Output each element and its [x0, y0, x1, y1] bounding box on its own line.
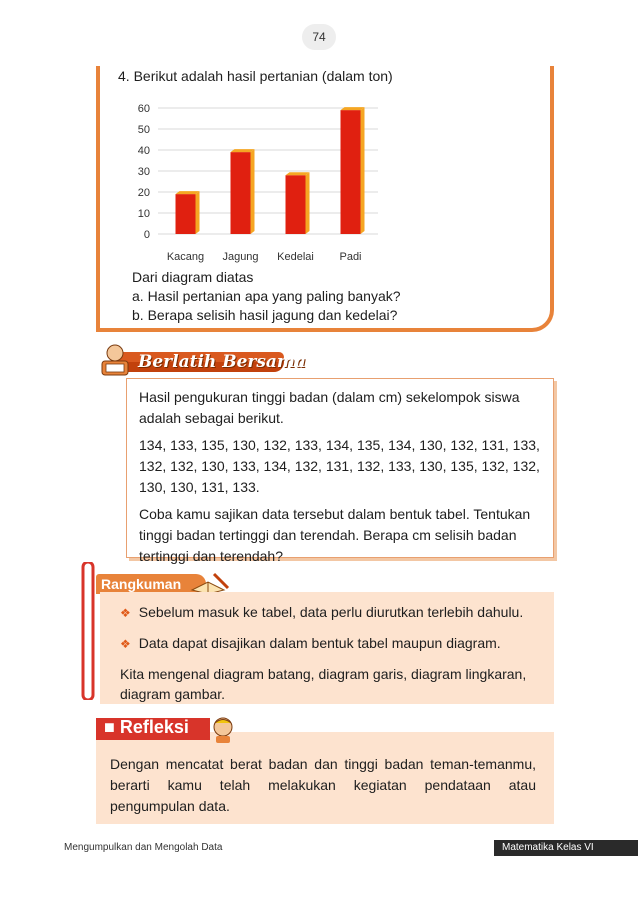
bar-side: [306, 172, 310, 234]
reflection-box: [96, 732, 554, 824]
question-item-b: b. Berapa selisih hasil jagung dan kedelai?: [132, 307, 398, 323]
x-tick-label: Padi: [339, 251, 362, 263]
y-tick-label: 10: [137, 208, 150, 220]
summary-title: Rangkuman: [101, 576, 182, 592]
bar: [231, 152, 251, 234]
footer-chapter: Mengumpulkan dan Mengolah Data: [64, 842, 223, 853]
y-tick-label: 40: [137, 145, 150, 157]
bar-top: [176, 191, 200, 194]
practice-paragraph-1: Hasil pengukuran tinggi badan (dalam cm) sekelompok siswa adalah sebagai berikut.: [139, 389, 520, 426]
bar-side: [251, 149, 255, 234]
practice-paragraph-3: Coba kamu sajikan data tersebut dalam bentuk tabel. Tentukan tinggi badan tertinggi dan terendah. Berapa cm selisih badan tertinggi dan terendah?: [139, 506, 531, 564]
y-tick-label: 0: [143, 229, 150, 241]
question-intro: Dari diagram diatas: [132, 269, 254, 285]
summary-item-text: Data dapat disajikan dalam bentuk tabel maupun diagram.: [138, 635, 501, 651]
bar: [341, 110, 361, 234]
practice-data-values: 134, 133, 135, 130, 132, 133, 134, 135, 134, 130, 132, 131, 133, 132, 132, 130, 133, 134, 132, 131, 132, 133, 130, 135, 132, 132, 130, 130, 131, 133.: [139, 437, 540, 495]
summary-item-text: Sebelum masuk ke tabel, data perlu diurutkan terlebih dahulu.: [138, 604, 524, 620]
summary-box: [100, 592, 554, 704]
question-item-a: a. Hasil pertanian apa yang paling banyak?: [132, 288, 401, 304]
y-tick-label: 60: [137, 103, 150, 115]
reflection-title: ■ Refleksi: [104, 717, 189, 737]
x-tick-label: Kacang: [166, 251, 205, 263]
square-bullet-icon: ■: [104, 717, 120, 737]
question-frame-left-edge: [96, 66, 100, 332]
y-tick-label: 30: [137, 166, 150, 178]
practice-title: Berlatih Bersama: [138, 352, 306, 372]
practice-box: [126, 378, 554, 564]
question-text: 4. Berikut adalah hasil pertanian (dalam ton): [118, 68, 393, 84]
y-tick-label: 50: [137, 124, 150, 136]
question-subitems: [132, 268, 401, 325]
summary-item: [120, 633, 536, 654]
bar-side: [196, 191, 200, 234]
bar-top: [286, 172, 310, 175]
x-tick-label: Jagung: [222, 251, 259, 263]
x-tick-label: Kedelai: [277, 251, 314, 263]
thinking-person-icon: [208, 714, 238, 744]
reader-icon: [96, 342, 134, 376]
summary-text: Kita mengenal diagram batang, diagram garis, diagram lingkaran, diagram gambar.: [120, 666, 527, 702]
diamond-bullet-icon: ❖: [120, 606, 131, 620]
reflection-text: Dengan mencatat berat badan dan tinggi badan teman-temanmu, berarti kamu telah melakukan kegiatan pendataan atau pengumpulan data.: [110, 756, 536, 814]
page-number: 74: [302, 24, 336, 50]
bar: [176, 194, 196, 234]
y-tick-label: 20: [137, 187, 150, 199]
footer-book-title: Matematika Kelas VI: [494, 840, 638, 856]
bar-chart: [126, 98, 386, 264]
binder-clip-icon: [80, 562, 96, 700]
bar-top: [231, 149, 255, 152]
diamond-bullet-icon: ❖: [120, 637, 131, 651]
bar-side: [361, 107, 365, 234]
summary-item: [120, 602, 536, 623]
bar: [286, 175, 306, 234]
bar-top: [341, 107, 365, 110]
